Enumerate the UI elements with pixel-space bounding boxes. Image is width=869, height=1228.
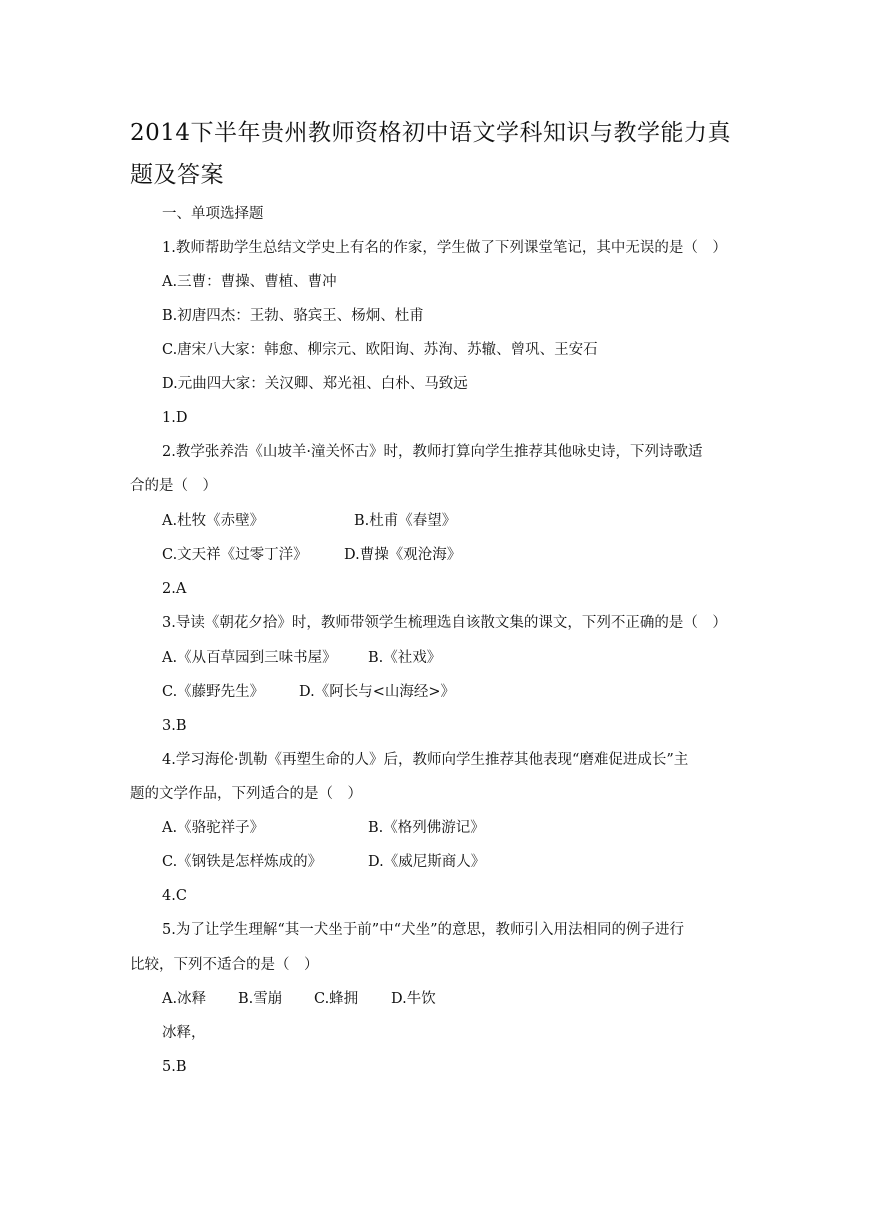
question-5-answer: 5.B bbox=[162, 1059, 187, 1075]
question-4-option-b: B.《格列佛游记》 bbox=[368, 820, 485, 836]
question-2-option-c: C.文天祥《过零丁洋》 bbox=[162, 547, 308, 563]
question-2-stem-line2: 合的是（ ） bbox=[130, 478, 217, 494]
question-1-option-b: B.初唐四杰：王勃、骆宾王、杨炯、杜甫 bbox=[162, 308, 424, 324]
question-3-option-c: C.《藤野先生》 bbox=[162, 684, 265, 700]
question-5-option-d: D.牛饮 bbox=[391, 991, 436, 1007]
question-1-answer: 1.D bbox=[162, 410, 188, 426]
question-5-option-b: B.雪崩 bbox=[238, 991, 283, 1007]
question-2-option-a: A.杜牧《赤壁》 bbox=[162, 513, 265, 529]
question-1-option-a: A.三曹：曹操、曹植、曹冲 bbox=[162, 274, 337, 290]
question-2-stem-line1: 2.教学张养浩《山坡羊·潼关怀古》时，教师打算向学生推荐其他咏史诗，下列诗歌适 bbox=[162, 444, 703, 460]
question-1-option-c: C.唐宋八大家：韩愈、柳宗元、欧阳询、苏洵、苏辙、曾巩、王安石 bbox=[162, 342, 598, 358]
question-5-note: 冰释， bbox=[162, 1025, 206, 1041]
question-3-option-d: D.《阿长与<山海经>》 bbox=[299, 684, 456, 700]
question-4-option-d: D.《威尼斯商人》 bbox=[368, 854, 486, 870]
question-4-stem-line1: 4.学习海伦·凯勒《再塑生命的人》后，教师向学生推荐其他表现“磨难促进成长”主 bbox=[162, 752, 689, 768]
question-3-option-a: A.《从百草园到三味书屋》 bbox=[162, 650, 337, 666]
document-title: 2014下半年贵州教师资格初中语文学科知识与教学能力真题及答案 bbox=[130, 120, 732, 188]
question-4-stem-line2: 题的文学作品，下列适合的是（ ） bbox=[130, 786, 362, 802]
question-2-option-d: D.曹操《观沧海》 bbox=[344, 547, 462, 563]
section-heading: 一、单项选择题 bbox=[162, 206, 264, 222]
question-3-answer: 3.B bbox=[162, 718, 187, 734]
question-2-option-b: B.杜甫《春望》 bbox=[354, 513, 457, 529]
question-4-option-c: C.《钢铁是怎样炼成的》 bbox=[162, 854, 323, 870]
question-5-option-c: C.蜂拥 bbox=[314, 991, 359, 1007]
question-5-stem-line2: 比较，下列不适合的是（ ） bbox=[130, 957, 319, 973]
question-4-answer: 4.C bbox=[162, 888, 187, 904]
question-2-answer: 2.A bbox=[162, 581, 187, 597]
question-1-option-d: D.元曲四大家：关汉卿、郑光祖、白朴、马致远 bbox=[162, 376, 468, 392]
question-3-stem: 3.导读《朝花夕拾》时，教师带领学生梳理选自该散文集的课文，下列不正确的是（ ） bbox=[162, 615, 727, 631]
question-5-option-a: A.冰释 bbox=[162, 991, 207, 1007]
question-1-stem: 1.教师帮助学生总结文学史上有名的作家，学生做了下列课堂笔记，其中无误的是（ ） bbox=[162, 240, 727, 256]
question-3-option-b: B.《社戏》 bbox=[368, 650, 442, 666]
question-4-option-a: A.《骆驼祥子》 bbox=[162, 820, 265, 836]
question-5-stem-line1: 5.为了让学生理解“其一犬坐于前”中“犬坐”的意思，教师引入用法相同的例子进行 bbox=[162, 922, 684, 938]
